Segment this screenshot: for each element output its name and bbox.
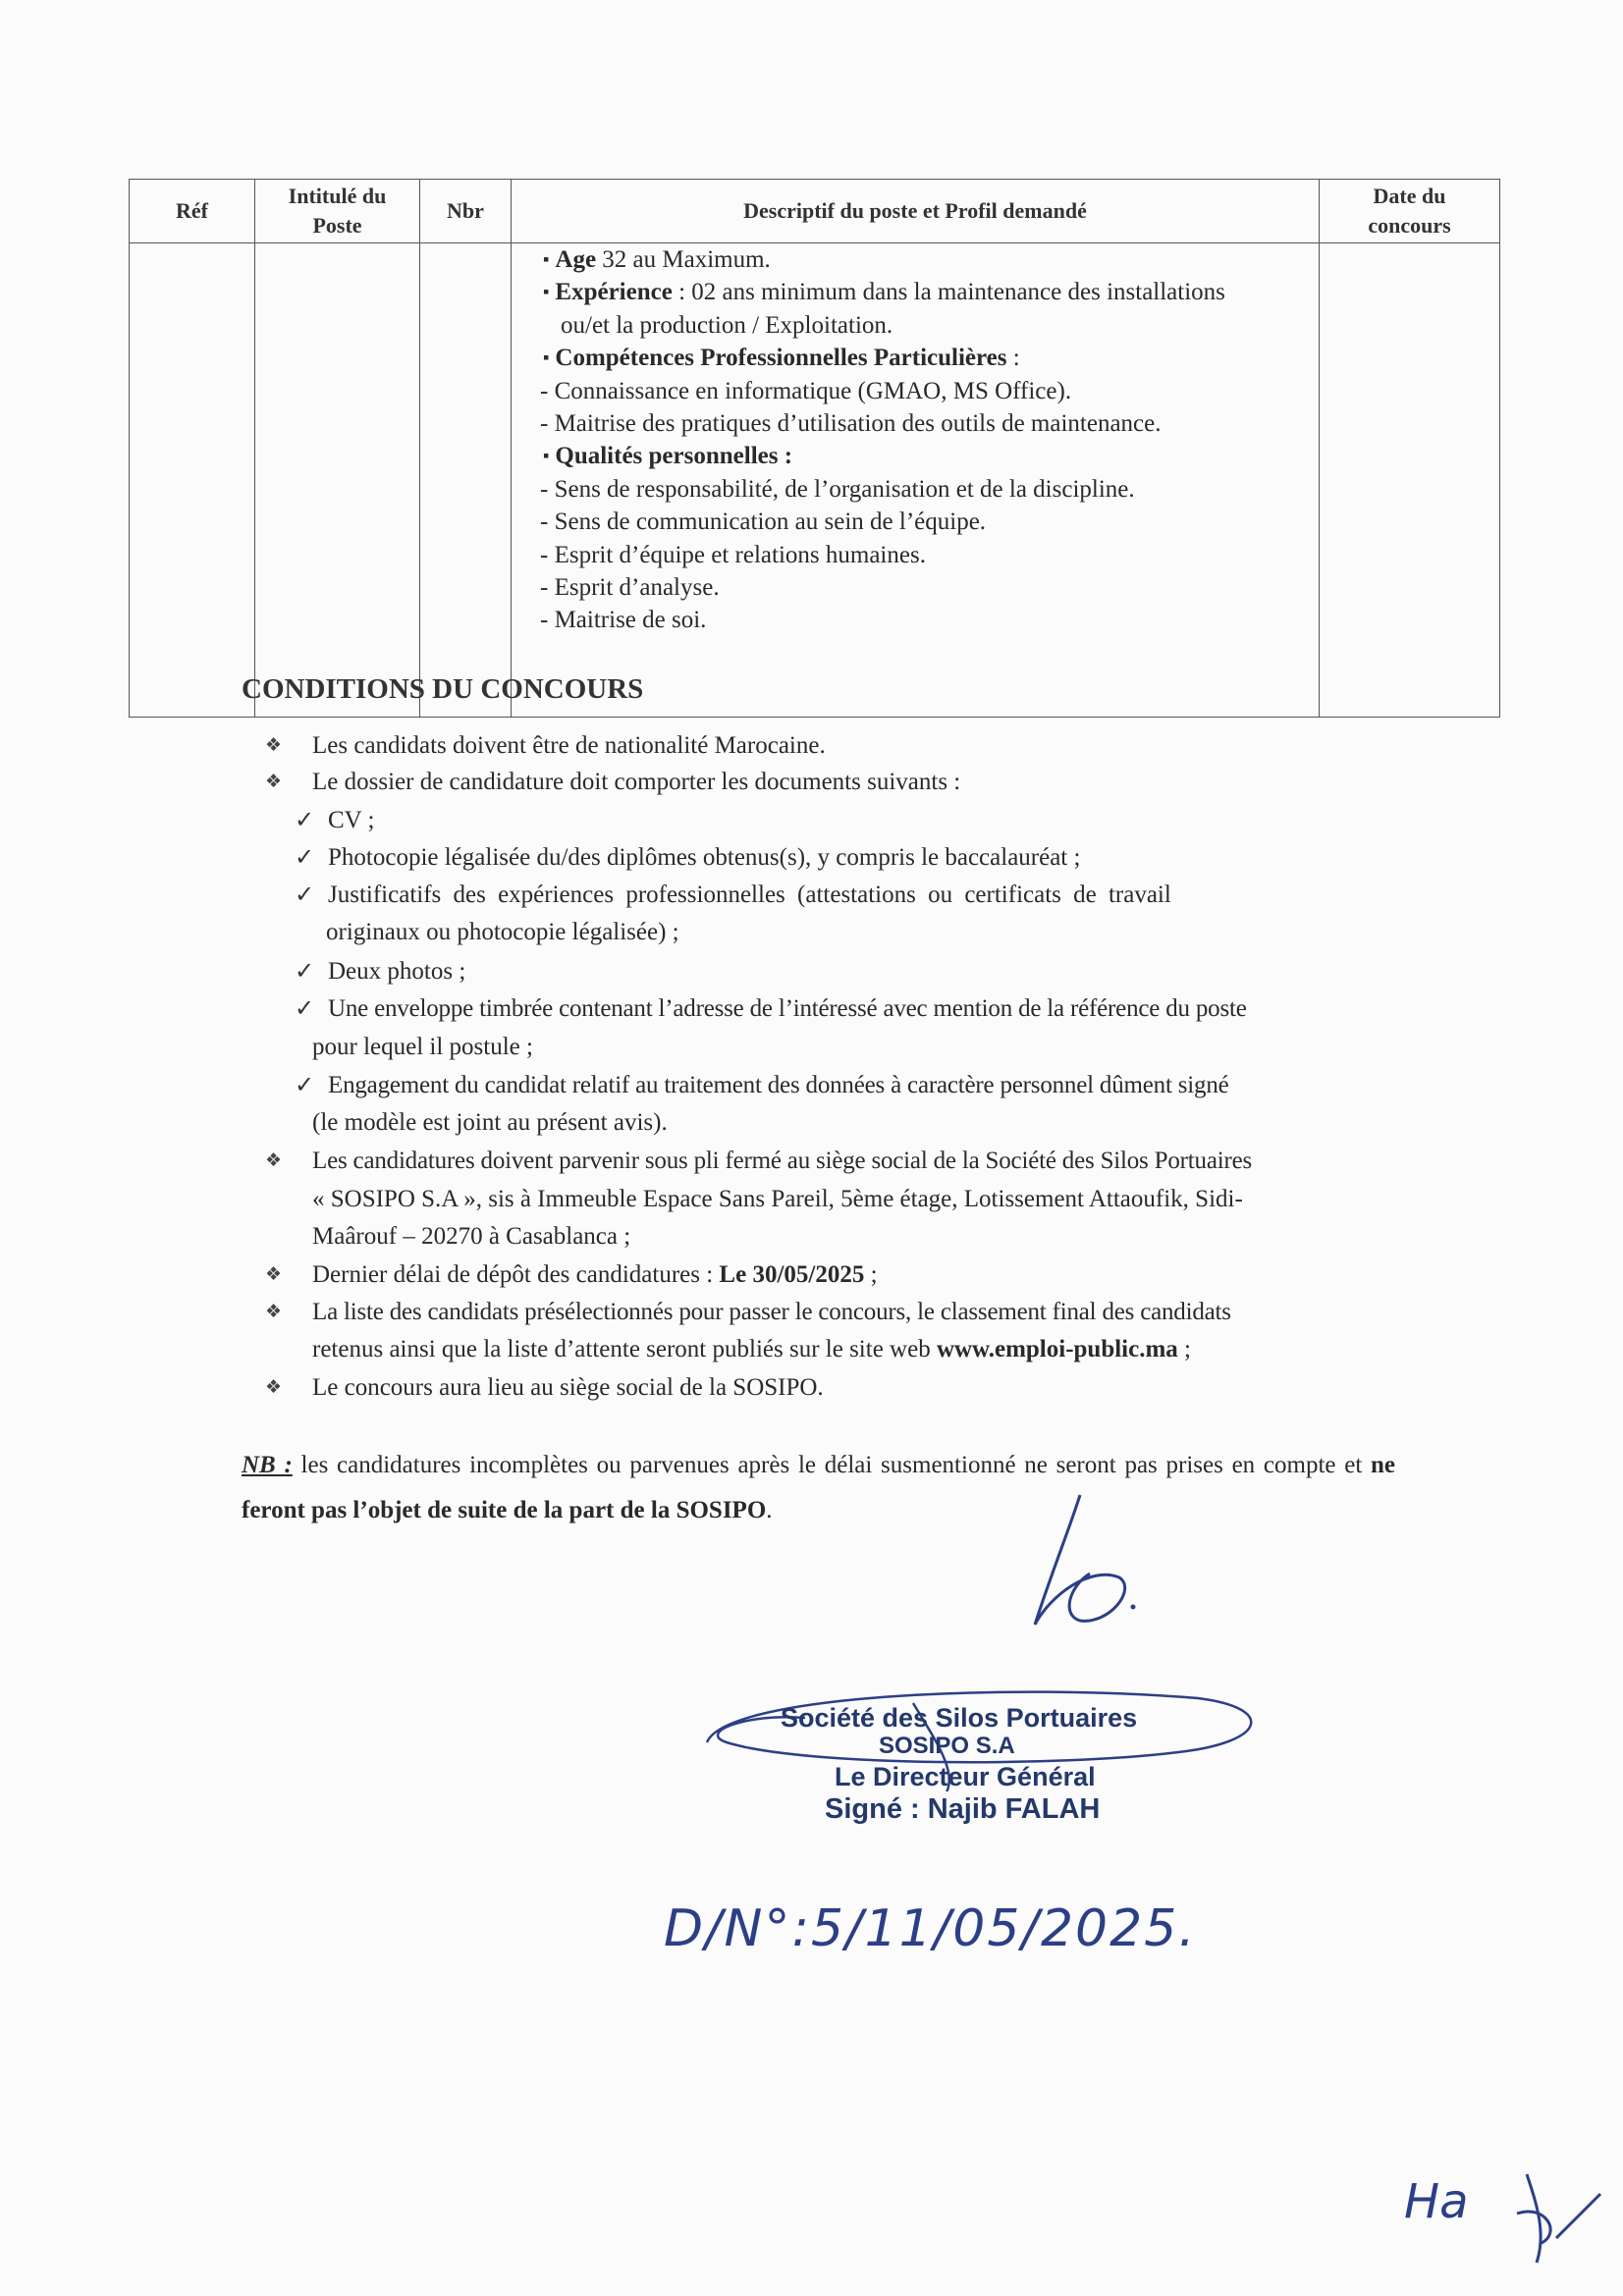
checkmark-icon: ✓ bbox=[295, 843, 315, 871]
checkmark-icon: ✓ bbox=[295, 994, 315, 1022]
stamp-sosipo: SOSIPO S.A bbox=[879, 1733, 1015, 1759]
stamp-signed: Signé : Najib FALAH bbox=[825, 1793, 1101, 1825]
cell-description bbox=[512, 243, 1320, 718]
age-line: ▪ Age 32 au Maximum. bbox=[523, 243, 1309, 276]
quality-item: - Sens de communication au sein de l’équipe. bbox=[540, 508, 987, 536]
handwritten-reference: D/N°:5/11/05/2025. bbox=[664, 1899, 1197, 1958]
quality-item: - Esprit d’analyse. bbox=[540, 574, 720, 602]
competence-item: - Maitrise des pratiques d’utilisation des outils de maintenance. bbox=[540, 410, 1162, 438]
experience-line: ▪ Expérience : 02 ans minimum dans la maintenance des installations bbox=[523, 276, 1309, 308]
experience-line-2: ou/et la production / Exploitation. bbox=[561, 311, 893, 339]
quality-item: - Esprit d’équipe et relations humaines. bbox=[540, 541, 926, 568]
stamp-company: Société des Silos Portuaires bbox=[781, 1703, 1138, 1733]
diamond-bullet-icon: ❖ bbox=[265, 734, 283, 756]
competences-heading: ▪ Compétences Professionnelles Particulières : bbox=[523, 342, 1309, 374]
list-item-continued: retenus ainsi que la liste d’attente seront publiés sur le site web www.emploi-public.ma ; bbox=[312, 1336, 1191, 1362]
cell-nbr bbox=[420, 243, 512, 718]
website-link[interactable]: www.emploi-public.ma bbox=[936, 1336, 1178, 1362]
checklist-item-continued: pour lequel il postule ; bbox=[312, 1034, 533, 1060]
competence-item: - Connaissance en informatique (GMAO, MS Office). bbox=[540, 377, 1072, 404]
checkmark-icon: ✓ bbox=[295, 881, 315, 908]
list-item-continued: « SOSIPO S.A », sis à Immeuble Espace Sans Pareil, 5ème étage, Lotissement Attaoufik, Sidi- bbox=[312, 1186, 1243, 1212]
handwritten-initials: Ha bbox=[1404, 2174, 1469, 2229]
stamp-and-signature bbox=[687, 1526, 1276, 1939]
nota-bene: NB : les candidatures incomplètes ou parvenues après le délai susmentionné ne seront pas prises en compte et ne feront pas l’objet de suite de la part de la SOSIPO. bbox=[242, 1452, 1395, 1523]
diamond-bullet-icon: ❖ bbox=[265, 1301, 283, 1322]
quality-item: - Maitrise de soi. bbox=[540, 607, 707, 634]
checkmark-icon: ✓ bbox=[295, 806, 315, 833]
cell-title bbox=[255, 243, 420, 718]
header-title: Intitulé du Poste bbox=[255, 180, 420, 243]
table-header-row bbox=[130, 180, 1500, 243]
stamp-title: Le Directeur Général bbox=[835, 1762, 1096, 1791]
checklist-item-continued: originaux ou photocopie légalisée) ; bbox=[326, 919, 679, 945]
qualities-heading: ▪ Qualités personnelles : bbox=[523, 440, 1309, 472]
checkmark-icon: ✓ bbox=[295, 957, 315, 985]
deadline-date: Le 30/05/2025 bbox=[719, 1261, 865, 1288]
header-nbr: Nbr bbox=[420, 180, 512, 243]
job-table bbox=[129, 179, 1500, 718]
header-ref: Réf bbox=[130, 180, 255, 243]
cell-date bbox=[1320, 243, 1500, 718]
header-date: Date du concours bbox=[1320, 180, 1500, 243]
handwritten-paraph bbox=[1507, 2164, 1605, 2272]
nb-label: NB : bbox=[242, 1452, 293, 1478]
conditions-title: CONDITIONS DU CONCOURS bbox=[242, 673, 644, 705]
checklist-item-continued: (le modèle est joint au présent avis). bbox=[312, 1109, 668, 1136]
diamond-bullet-icon: ❖ bbox=[265, 1376, 283, 1398]
diamond-bullet-icon: ❖ bbox=[265, 771, 283, 792]
list-item-continued: Maârouf – 20270 à Casablanca ; bbox=[312, 1223, 631, 1250]
checkmark-icon: ✓ bbox=[295, 1071, 315, 1098]
table-row bbox=[130, 243, 1500, 718]
document-page: Réf Intitulé du Poste Nbr Descriptif du poste et Profil demandé Date du concours ▪ Age 32 au Maximum. ▪ Expérience : 02 ans minimum dans la maintenance des installations ou/et la production / Exploitation. ▪ Compétences Professionnelles Particulières : - Connaissance en informatique (GMAO, MS Office). - Maitrise des pratiques d’utilisation des outils de maintenance. ▪ Qualités personnelles : - Sens de responsabilité, de l’organisation et de la discipline. - Sens de communication au sein de l’équipe. - Esprit d’équipe et relations humaines. - Esprit d’analyse. - Maitrise de soi. CONDITIONS DU CONCOURS ❖ Les candidats doivent être de nationalité Marocaine. ❖ Le dossier de candidature doit comporter les documents suivants : ✓ CV ; ✓ Photocopie légalisée du/des diplômes obtenus(s), y compris le baccalauréat ; ✓ Justificatifs des expériences professionnelles (attestations ou certificats de travail originaux ou photocopie légalisée) ; ✓ Deux photos ; ✓ Une enveloppe timbrée contenant l’adresse de l’intéressé avec mention de la référence du poste pour lequel il postule ; ✓ Engagement du candidat relatif au traitement des données à caractère personnel dûment signé (le modèle est joint au présent avis). ❖ Les candidatures doivent parvenir sous pli fermé au siège social de la Société des Silos Portuaires « SOSIPO S.A », sis à Immeuble Espace Sans Pareil, 5ème étage, Lotissement Attaoufik, Sidi- Maârouf – 20270 à Casablanca ; ❖ Dernier délai de dépôt des candidatures : Le 30/05/2025 ; ❖ La liste des candidats présélectionnés pour passer le concours, le classement final des candidats retenus ainsi que la liste d’attente seront publiés sur le site web www.emploi-public.ma ; ❖ Le concours aura lieu au siège social de la SOSIPO. NB : les candidatures incomplètes ou parvenues après le délai susmentionné ne seront pas prises en compte et ne feront pas l’objet de suite de la part de la SOSIPO. Société des Silos Portuaires SOSIPO S.A Le Directeur Général Signé : Najib FALAH D/N°:5/11/05/2025. Ha bbox=[0, 0, 1623, 2296]
diamond-bullet-icon: ❖ bbox=[265, 1263, 283, 1285]
header-description: Descriptif du poste et Profil demandé bbox=[512, 180, 1320, 243]
cell-ref bbox=[130, 243, 255, 718]
quality-item: - Sens de responsabilité, de l’organisation et de la discipline. bbox=[540, 475, 1135, 503]
diamond-bullet-icon: ❖ bbox=[265, 1149, 283, 1171]
